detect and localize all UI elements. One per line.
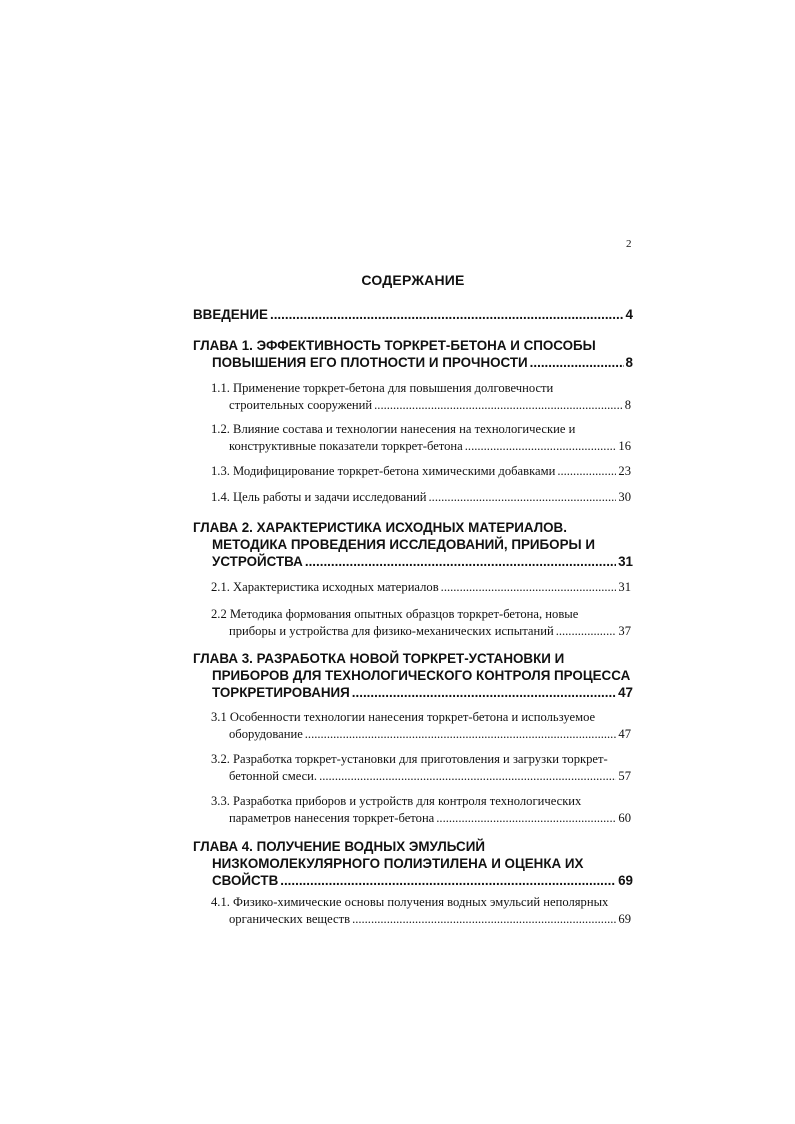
entry-label: конструктивные показатели торкрет-бетона: [229, 439, 463, 453]
entry-label: СВОЙСТВ: [212, 873, 279, 888]
dot-leader: [530, 354, 624, 371]
entry-label: 3.2. Разработка торкрет-установки для приготовления и загрузки торкрет-: [211, 752, 608, 766]
toc-entry-section-1-1: [211, 380, 631, 414]
entry-label: ТОРКРЕТИРОВАНИЯ: [212, 685, 350, 700]
toc-entry-chapter-4: [193, 838, 633, 889]
entry-label: 1.4. Цель работы и задачи исследований: [211, 490, 427, 504]
dot-leader: [465, 438, 617, 455]
entry-label: НИЗКОМОЛЕКУЛЯРНОГО ПОЛИЭТИЛЕНА И ОЦЕНКА ИХ: [212, 856, 584, 871]
entry-label: 4.1. Физико-химические основы получения водных эмульсий неполярных: [211, 895, 609, 909]
dot-leader: [556, 623, 617, 640]
entry-page: 30: [618, 490, 631, 504]
entry-page: 31: [618, 554, 633, 569]
entry-label: ГЛАВА 4. ПОЛУЧЕНИЕ ВОДНЫХ ЭМУЛЬСИЙ: [193, 839, 485, 854]
entry-label: ГЛАВА 3. РАЗРАБОТКА НОВОЙ ТОРКРЕТ-УСТАНОВКИ И: [193, 651, 565, 666]
toc-entry-section-1-4: [211, 489, 631, 506]
entry-page: 37: [618, 624, 631, 638]
dot-leader: [352, 911, 616, 928]
toc-entry-section-2-2: [211, 606, 631, 640]
entry-page: 16: [618, 439, 631, 453]
toc-entry-chapter-3: [193, 650, 633, 701]
toc-entry-section-4-1: [211, 894, 631, 928]
toc-entry-section-1-3: [211, 463, 631, 480]
entry-label: 3.1 Особенности технологии нанесения торкрет-бетона и используемое: [211, 710, 596, 724]
page-number: 2: [626, 238, 632, 250]
dot-leader: [280, 872, 616, 889]
entry-label: приборы и устройства для физико-механических испытаний: [229, 624, 554, 638]
entry-page: 8: [624, 398, 631, 412]
toc-entry-section-1-2: [211, 421, 631, 455]
entry-label: ВВЕДЕНИЕ: [193, 307, 268, 322]
entry-label: УСТРОЙСТВА: [212, 554, 303, 569]
entry-label: оборудование: [229, 727, 303, 741]
entry-page: 69: [618, 912, 631, 926]
entry-page: 57: [618, 769, 631, 783]
entry-page: 47: [618, 727, 631, 741]
toc-title: СОДЕРЖАНИЕ: [361, 272, 465, 288]
entry-page: 23: [618, 464, 631, 478]
entry-label: ПОВЫШЕНИЯ ЕГО ПЛОТНОСТИ И ПРОЧНОСТИ: [212, 355, 528, 370]
entry-label: ГЛАВА 2. ХАРАКТЕРИСТИКА ИСХОДНЫХ МАТЕРИАЛОВ.: [193, 520, 567, 535]
dot-leader: [352, 684, 616, 701]
dot-leader: [436, 810, 616, 827]
entry-label: 2.2 Методика формования опытных образцов торкрет-бетона, новые: [211, 607, 579, 621]
dot-leader: [441, 579, 617, 596]
entry-page: 69: [618, 873, 633, 888]
entry-label: органических веществ: [229, 912, 351, 926]
dot-leader: [319, 768, 616, 785]
toc-entry-section-2-1: [211, 579, 631, 596]
entry-label: ПРИБОРОВ ДЛЯ ТЕХНОЛОГИЧЕСКОГО КОНТРОЛЯ ПРОЦЕССА: [212, 668, 631, 683]
entry-label: 1.2. Влияние состава и технологии нанесения на технологические и: [211, 422, 576, 436]
dot-leader: [305, 553, 616, 570]
entry-label: 2.1. Характеристика исходных материалов: [211, 580, 439, 594]
entry-label: строительных сооружений: [229, 398, 373, 412]
toc-entry-section-3-2: [211, 751, 631, 785]
entry-label: 1.3. Модифицирование торкрет-бетона химическими добавками: [211, 464, 556, 478]
entry-label: параметров нанесения торкрет-бетона: [229, 811, 435, 825]
dot-leader: [270, 306, 624, 323]
entry-label: ГЛАВА 1. ЭФФЕКТИВНОСТЬ ТОРКРЕТ-БЕТОНА И СПОСОБЫ: [193, 338, 596, 353]
dot-leader: [374, 397, 623, 414]
entry-page: 8: [625, 355, 633, 370]
dot-leader: [429, 489, 617, 506]
toc-entry-section-3-1: [211, 709, 631, 743]
entry-label: 1.1. Применение торкрет-бетона для повышения долговечности: [211, 381, 554, 395]
entry-label: 3.3. Разработка приборов и устройств для контроля технологических: [211, 794, 582, 808]
toc-entry-section-3-3: [211, 793, 631, 827]
entry-page: 31: [618, 580, 631, 594]
entry-page: 4: [625, 307, 633, 322]
entry-label: МЕТОДИКА ПРОВЕДЕНИЯ ИССЛЕДОВАНИЙ, ПРИБОРЫ И: [212, 537, 595, 552]
toc-entry-chapter-1: [193, 337, 633, 371]
dot-leader: [557, 463, 616, 480]
entry-page: 60: [618, 811, 631, 825]
entry-page: 47: [618, 685, 633, 700]
entry-label: бетонной смеси.: [229, 769, 318, 783]
toc-entry-intro: [193, 306, 633, 323]
dot-leader: [305, 726, 617, 743]
toc-entry-chapter-2: [193, 519, 633, 570]
